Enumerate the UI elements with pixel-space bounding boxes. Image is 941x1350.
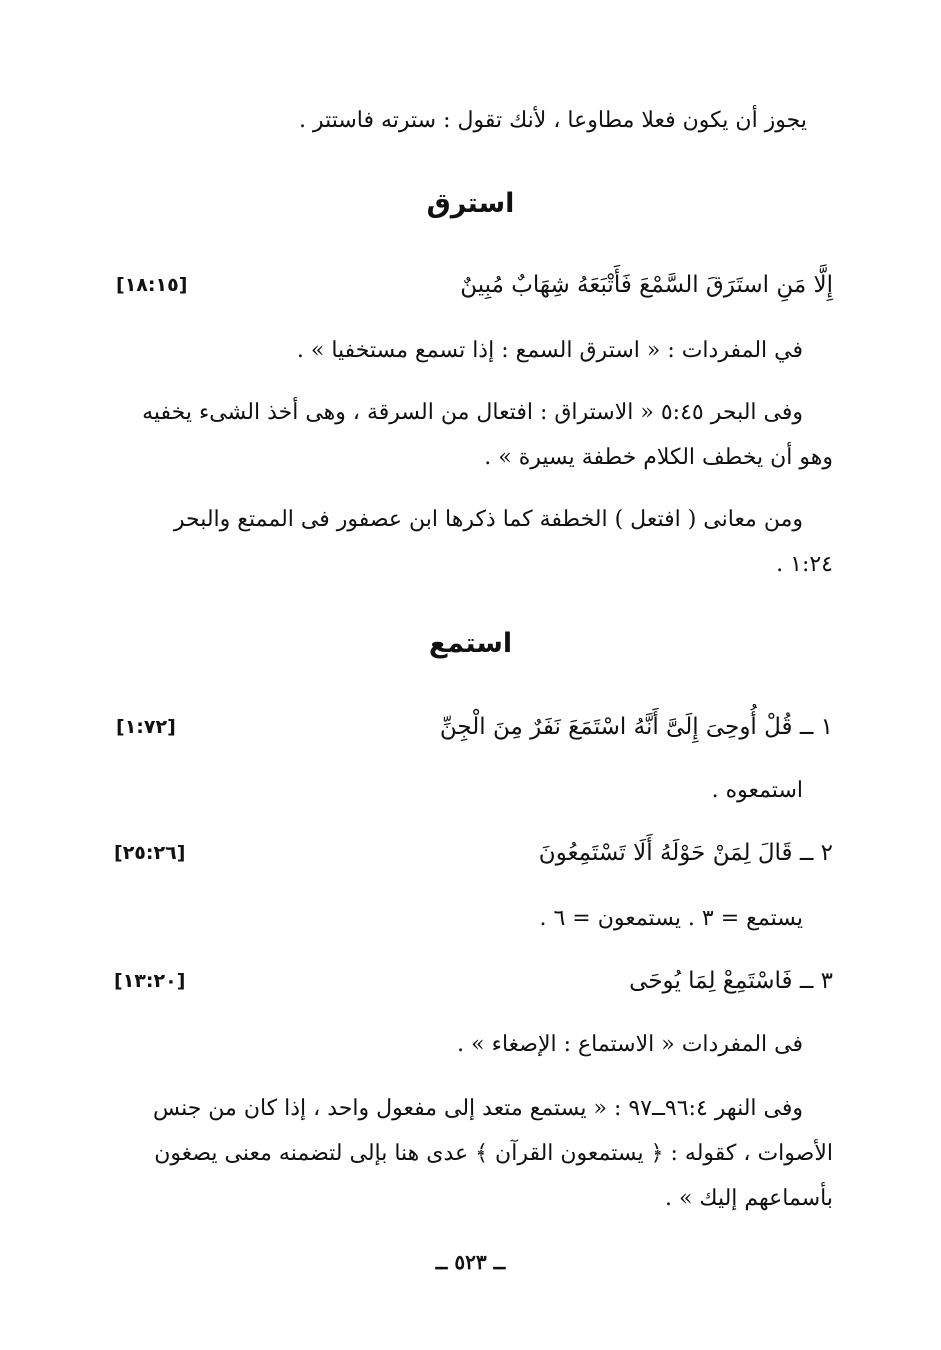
verse-reference: [١٨:١٥]	[116, 274, 188, 296]
verse-reference: [١٣:٢٠]	[114, 970, 186, 992]
verse-text: ١ ــ قُلْ أُوحِىَ إِلَىَّ أَنَّهُ اسْتَمَعَ نَفَرٌ مِنَ الْجِنِّ	[439, 714, 833, 740]
verse-text: إِلَّا مَنِ استَرَقَ السَّمْعَ فَأَتْبَعَهُ شِهَابٌ مُبِينٌ	[460, 272, 833, 298]
verse-reference: [١:٧٢]	[116, 716, 176, 738]
verse-row	[112, 268, 833, 302]
section-heading-istamaa: استمع	[428, 628, 513, 659]
verse-note: يستمع = ٣ . يستمعون = ٦ .	[539, 906, 803, 931]
paragraph-line: بأسماعهم إليك » .	[664, 1186, 833, 1211]
paragraph-line: الأصوات ، كقوله : ﴿ يستمعون القرآن ﴾ عدى هنا بإلى لتضمنه معنى يصغون	[154, 1141, 833, 1166]
verse-text: ٣ ــ فَاسْتَمِعْ لِمَا يُوحَى	[629, 968, 833, 994]
paragraph-line: في المفردات : « استرق السمع : إذا تسمع مستخفيا » .	[296, 338, 803, 363]
paragraph-line: وفى البحر ٥:٤٥ « الاستراق : افتعال من السرقة ، وهى أخذ الشىء يخفيه	[142, 400, 803, 425]
verse-note: فى المفردات « الاستماع : الإصغاء » .	[457, 1032, 803, 1057]
page-number: ــ ٥٢٣ ــ	[435, 1250, 506, 1274]
verse-row	[112, 964, 833, 998]
paragraph-line: ١:٢٤ .	[776, 552, 833, 577]
paragraph-line: وفى النهر ٩٦:٤ــ٩٧ : « يستمع متعد إلى مفعول واحد ، إذا كان من جنس	[153, 1096, 803, 1121]
paragraph-line: وهو أن يخطف الكلام خطفة يسيرة » .	[484, 445, 833, 470]
verse-row	[112, 836, 833, 870]
paragraph-line: ومن معانى ( افتعل ) الخطفة كما ذكرها ابن عصفور فى الممتع والبحر	[173, 507, 803, 532]
verse-reference: [٢٥:٢٦]	[114, 842, 186, 864]
verse-note: استمعوه .	[711, 778, 803, 803]
intro-line: يجوز أن يكون فعلا مطاوعا ، لأنك تقول : سترته فاستتر .	[298, 108, 807, 133]
verse-row	[112, 710, 833, 744]
verse-text: ٢ ــ قَالَ لِمَنْ حَوْلَهُ أَلَا تَسْتَمِعُونَ	[538, 840, 833, 866]
section-heading-istaraqa: استرق	[426, 188, 515, 219]
